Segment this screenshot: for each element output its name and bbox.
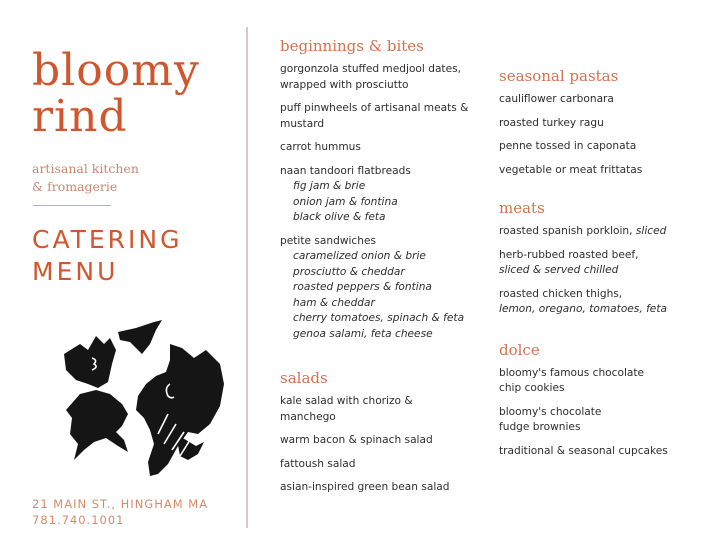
column-divider: [246, 27, 248, 528]
brand-name-line1: bloomy: [32, 45, 200, 96]
section-salads: [280, 368, 495, 496]
menu-title-line1: CATERING: [32, 225, 183, 254]
menu-item: [280, 480, 495, 496]
section-title: seasonal pastas: [499, 67, 619, 85]
menu-item-text: fattoush salad: [280, 457, 356, 470]
brand-tagline: [32, 160, 139, 196]
menu-item: [499, 366, 669, 397]
menu-item: [499, 224, 714, 240]
menu-subitem: caramelized onion & brie: [293, 250, 426, 262]
section-seasonal-pastas: [499, 66, 714, 178]
menu-item-text: naan tandoori flatbreads: [280, 164, 411, 177]
menu-item-note: sliced: [635, 225, 667, 237]
menu-item-note: lemon, oregano, tomatoes, feta: [499, 303, 667, 315]
menu-subitem: roasted peppers & fontina: [293, 281, 432, 293]
menu-item: [499, 248, 714, 279]
menu-subitem: genoa salami, feta cheese: [293, 327, 433, 340]
menu-item-text: asian-inspired green bean salad: [280, 481, 450, 493]
section-title: meats: [499, 199, 545, 217]
menu-item: [280, 433, 495, 449]
menu-subitem: prosciutto & cheddar: [293, 265, 405, 278]
menu-subitem: cherry tomatoes, spinach & feta: [293, 312, 465, 324]
section-title: beginnings & bites: [280, 37, 424, 55]
cow-spots-logo-icon: [58, 314, 228, 484]
menu-item-text: herb-rubbed roasted beef,: [499, 248, 639, 261]
menu-item: [280, 101, 495, 132]
menu-item-text: bloomy's famous chocolate chip cookies: [499, 366, 645, 394]
menu-item: [499, 163, 714, 179]
contact-info: [32, 496, 208, 528]
menu-item-note: sliced & served chilled: [499, 264, 619, 276]
menu-item-text: roasted turkey ragu: [499, 116, 604, 129]
menu-item-text: puff pinwheels of artisanal meats & mustard: [280, 102, 469, 130]
menu-item: [499, 287, 714, 318]
menu-column-left: [280, 36, 495, 504]
menu-subitem: onion jam & fontina: [293, 195, 398, 208]
phone-text: 781.740.1001: [32, 513, 125, 527]
menu-item: [499, 139, 714, 155]
menu-column-right: [499, 66, 714, 467]
menu-item-text: gorgonzola stuffed medjool dates, wrapped with prosciutto: [280, 63, 461, 91]
menu-item-text: vegetable or meat frittatas: [499, 163, 643, 176]
menu-item: [280, 234, 495, 343]
menu-item-text: bloomy's chocolate fudge brownies: [499, 405, 602, 433]
section-dolce: [499, 340, 714, 460]
menu-item: [499, 92, 714, 108]
menu-item: [280, 394, 430, 425]
menu-item-text: kale salad with chorizo & manchego: [280, 395, 413, 423]
tagline-line1: artisanal kitchen: [32, 161, 139, 176]
tagline-line2: & fromagerie: [32, 179, 118, 194]
menu-item-text: warm bacon & spinach salad: [280, 434, 433, 446]
menu-item: [280, 140, 495, 156]
menu-item: [499, 116, 714, 132]
section-meats: [499, 198, 714, 318]
menu-item: [499, 405, 629, 436]
menu-item-text: petite sandwiches: [280, 234, 377, 247]
menu-subitem: ham & cheddar: [293, 296, 375, 309]
menu-item: [280, 457, 495, 473]
tagline-divider: [33, 205, 111, 206]
menu-subitem: black olive & feta: [293, 211, 386, 223]
menu-item-text: cauliflower carbonara: [499, 93, 614, 105]
menu-item: [280, 62, 495, 93]
section-title: salads: [280, 369, 328, 387]
menu-item-text: penne tossed in caponata: [499, 140, 637, 152]
brand-panel: [0, 0, 246, 556]
menu-subitem: fig jam & brie: [293, 180, 366, 192]
menu-item-text: traditional & seasonal cupcakes: [499, 444, 668, 457]
menu-title-line2: MENU: [32, 257, 119, 286]
section-beginnings-bites: [280, 36, 495, 342]
address-text: 21 MAIN ST., HINGHAM MA: [32, 497, 209, 511]
menu-item-text: carrot hummus: [280, 141, 361, 153]
brand-name: [32, 45, 200, 142]
menu-item: [499, 444, 714, 460]
menu-item: [280, 164, 495, 226]
menu-item-text: roasted spanish porkloin,: [499, 225, 633, 237]
menu-title: [32, 224, 183, 288]
brand-name-line2: rind: [32, 91, 128, 142]
menu-item-text: roasted chicken thighs,: [499, 287, 623, 300]
section-title: dolce: [499, 340, 540, 359]
